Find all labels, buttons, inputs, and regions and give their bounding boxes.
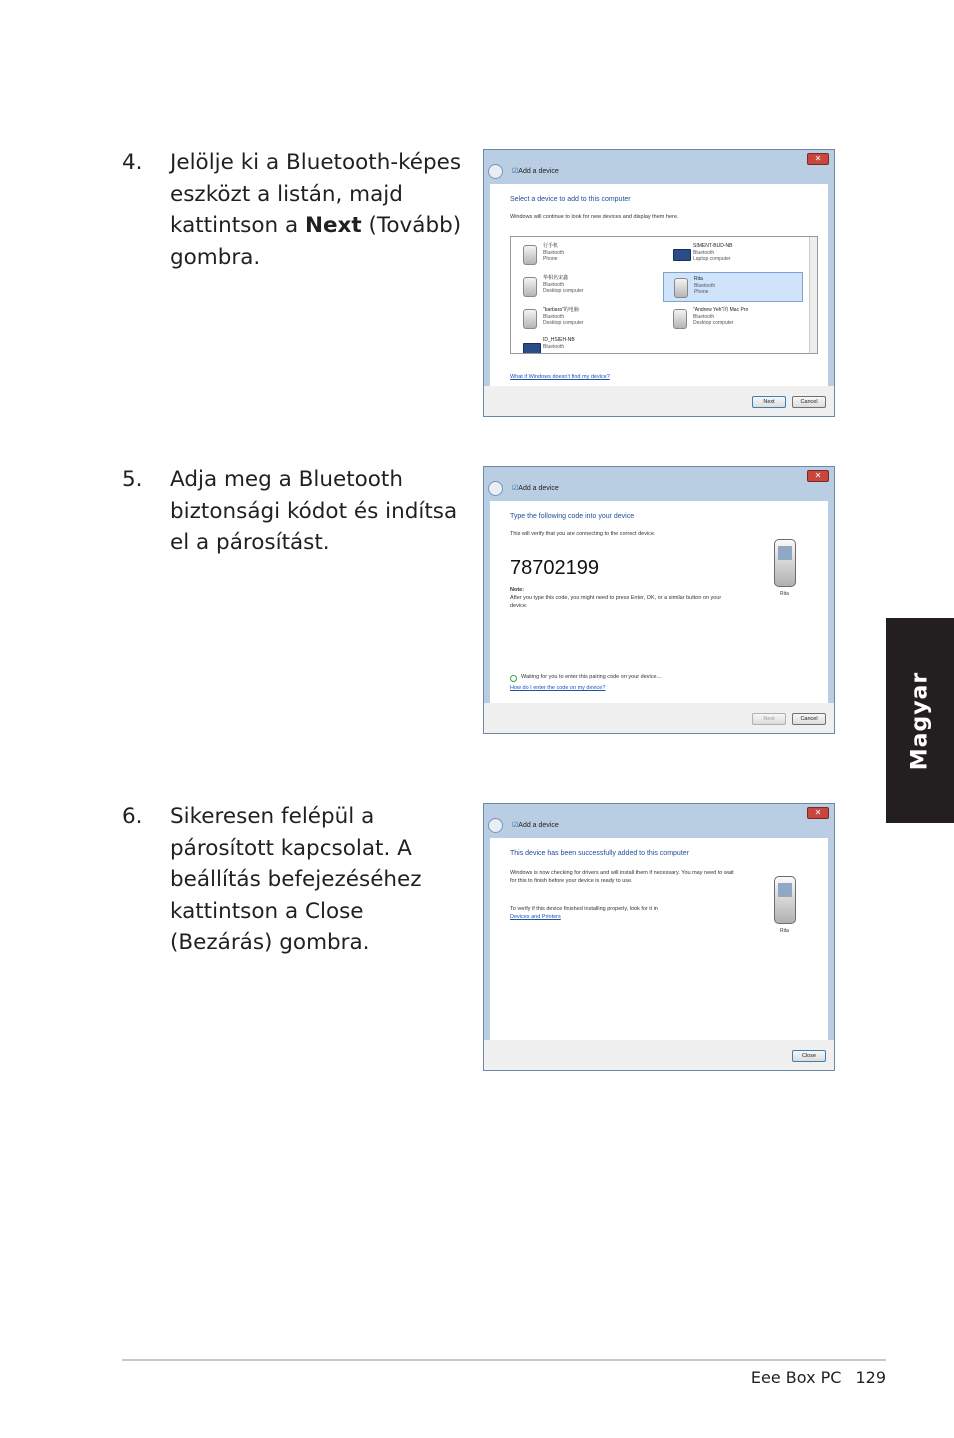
help-link[interactable]: How do I enter the code on my device?	[510, 685, 606, 691]
cancel-button[interactable]: Cancel	[792, 713, 826, 725]
laptop-icon	[673, 249, 691, 261]
phone-icon	[774, 539, 796, 587]
step-text: Jelölje ki a Bluetooth-képes eszközt a listán, majd kattintson a Next (Tovább) gombra.	[170, 150, 462, 270]
page-number: 129	[855, 1368, 886, 1387]
desktop-icon	[523, 309, 537, 329]
title-bar	[484, 150, 834, 182]
waiting-text: Waiting for you to enter this pairing code on your device...	[521, 674, 662, 680]
close-icon[interactable]: ✕	[807, 470, 829, 482]
add-device-dialog-success	[483, 803, 835, 1071]
step-number: 5.	[122, 467, 143, 492]
dialog-title: ☑ Add a device	[512, 484, 559, 492]
device-item[interactable]: "Andrew Yeh"的 Mac Pro Bluetooth Desktop computer	[663, 304, 803, 334]
close-icon[interactable]: ✕	[807, 807, 829, 819]
desktop-icon	[523, 277, 537, 297]
product-name: Eee Box PC	[750, 1368, 842, 1387]
device-item-selected[interactable]: Rita Bluetooth Phone	[663, 272, 803, 302]
phone-icon	[674, 278, 688, 298]
back-arrow-icon[interactable]	[488, 818, 503, 833]
device-item[interactable]: 华相名宋鑫 Bluetooth Desktop computer	[513, 272, 653, 302]
step-text: Adja meg a Bluetooth biztonsági kódot és indítsa el a párosítást.	[170, 467, 458, 555]
title-bar	[484, 467, 834, 499]
step-number: 4.	[122, 150, 143, 175]
devices-printers-link[interactable]: Devices and Printers	[510, 914, 561, 920]
back-arrow-icon[interactable]	[488, 481, 503, 496]
dialog-heading: This device has been successfully added to this computer	[510, 850, 689, 857]
verify-text: To verify if this device finished installing properly, look for it in	[510, 906, 658, 912]
next-button[interactable]: Next	[752, 713, 786, 725]
add-device-dialog-code	[483, 466, 835, 734]
dialog-footer	[484, 386, 834, 416]
device-list[interactable]	[510, 236, 818, 354]
close-button[interactable]: Close	[792, 1050, 826, 1062]
back-arrow-icon[interactable]	[488, 164, 503, 179]
page-footer	[751, 1368, 886, 1387]
dialog-subtext: This will verify that you are connecting to the correct device.	[510, 531, 656, 537]
dialog-title: ☑ Add a device	[512, 821, 559, 829]
status-text: Windows is now checking for drivers and will install them if necessary. You may need to wait for this to finish before your device is ready to use.	[510, 870, 734, 884]
add-device-dialog-select	[483, 149, 835, 417]
help-link[interactable]: What if Windows doesn't find my device?	[510, 374, 610, 380]
device-list-scrollbar[interactable]	[809, 237, 817, 353]
dialog-heading: Select a device to add to this computer	[510, 196, 631, 203]
device-item[interactable]: 行手机 Bluetooth Phone	[513, 240, 653, 270]
note-text: After you type this code, you might need to press Enter, OK, or a similar button on your device.	[510, 595, 722, 609]
dialog-content	[490, 184, 828, 386]
next-keyword: Next	[304, 213, 362, 238]
dialog-content	[490, 838, 828, 1040]
language-label: Magyar	[907, 671, 933, 770]
language-tab	[886, 618, 954, 823]
step-text: Sikeresen felépül a párosított kapcsolat. A beállítás befejezéséhez kattintson a Close (Bezárás) gombra.	[170, 804, 422, 955]
title-bar	[484, 804, 834, 836]
dialog-footer	[484, 703, 834, 733]
dialog-heading: Type the following code into your device	[510, 513, 635, 520]
next-button[interactable]: Next	[752, 396, 786, 408]
pairing-code: 78702199	[510, 557, 599, 579]
cancel-button[interactable]: Cancel	[792, 396, 826, 408]
device-item[interactable]: SIMENT-BUD-NB Bluetooth Laptop computer	[663, 240, 803, 270]
dialog-content	[490, 501, 828, 703]
device-label: Rita	[780, 928, 789, 934]
footer-divider	[122, 1359, 886, 1361]
desktop-icon	[673, 309, 687, 329]
dialog-title: ☑ Add a device	[512, 167, 559, 175]
spinner-icon	[510, 675, 517, 682]
phone-icon	[523, 245, 537, 265]
device-item[interactable]: "barbara"的电脑 Bluetooth Desktop computer	[513, 304, 653, 334]
note-title: Note:	[510, 587, 525, 593]
dialog-footer	[484, 1040, 834, 1070]
laptop-icon	[523, 343, 541, 354]
device-label: Rita	[780, 591, 789, 597]
dialog-subtext: Windows will continue to look for new devices and display them here.	[510, 214, 679, 220]
device-item[interactable]: ID_HSIEH-NB Bluetooth	[513, 334, 653, 354]
phone-icon	[774, 876, 796, 924]
close-icon[interactable]: ✕	[807, 153, 829, 165]
step-number: 6.	[122, 804, 143, 829]
